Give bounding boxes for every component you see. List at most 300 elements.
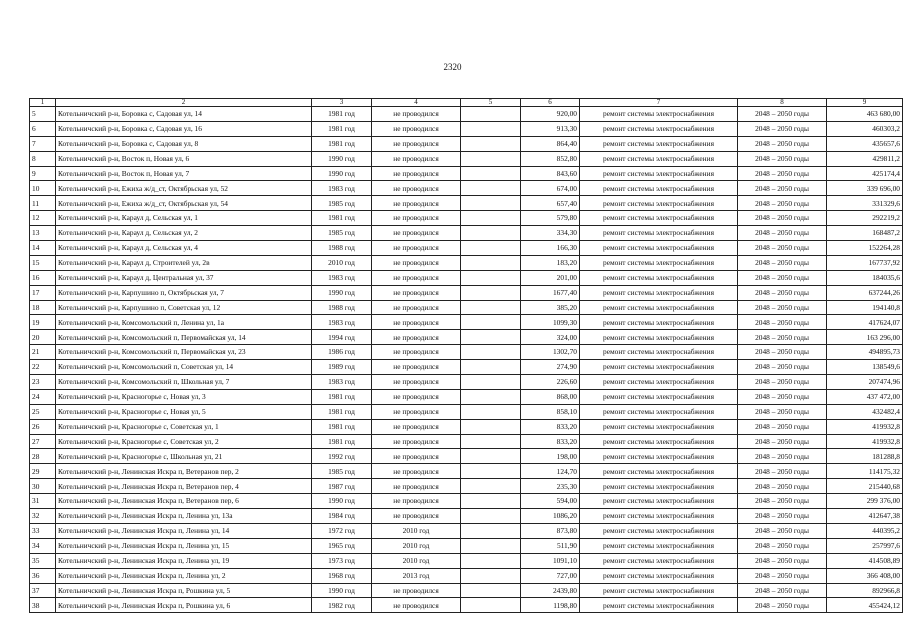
period-cell: 2048 – 2050 годы: [738, 151, 827, 166]
cost-cell: 215440,68: [827, 479, 903, 494]
work-type-cell: ремонт системы электроснабжения: [580, 345, 738, 360]
last-repair-cell: 2013 год: [372, 568, 461, 583]
column-number: 6: [521, 99, 580, 107]
build-year-cell: 1981 год: [312, 434, 372, 449]
empty-cell: [461, 345, 521, 360]
last-repair-cell: не проводился: [372, 360, 461, 375]
address-cell: Котельничский р-н, Комсомольский п, Первомайская ул, 23: [56, 345, 312, 360]
address-cell: Котельничский р-н, Карпушино п, Советская ул, 12: [56, 300, 312, 315]
area-cell: 594,00: [521, 494, 580, 509]
cost-cell: 494895,73: [827, 345, 903, 360]
area-cell: 1302,70: [521, 345, 580, 360]
build-year-cell: 1981 год: [312, 389, 372, 404]
column-number: 1: [30, 99, 56, 107]
table-row: [30, 196, 903, 211]
area-cell: 833,20: [521, 434, 580, 449]
table-row: [30, 375, 903, 390]
cost-cell: 299 376,00: [827, 494, 903, 509]
period-cell: 2048 – 2050 годы: [738, 285, 827, 300]
column-number: 4: [372, 99, 461, 107]
table-row: [30, 553, 903, 568]
area-cell: 1198,80: [521, 598, 580, 613]
work-type-cell: ремонт системы электроснабжения: [580, 360, 738, 375]
address-cell: Котельничский р-н, Красногорье с, Советская ул, 2: [56, 434, 312, 449]
build-year-cell: 1982 год: [312, 598, 372, 613]
build-year-cell: 1988 год: [312, 241, 372, 256]
table-row: [30, 181, 903, 196]
table-row: [30, 166, 903, 181]
cost-cell: 463 680,00: [827, 107, 903, 122]
last-repair-cell: не проводился: [372, 270, 461, 285]
period-cell: 2048 – 2050 годы: [738, 389, 827, 404]
build-year-cell: 1990 год: [312, 151, 372, 166]
last-repair-cell: не проводился: [372, 330, 461, 345]
empty-cell: [461, 583, 521, 598]
period-cell: 2048 – 2050 годы: [738, 375, 827, 390]
address-cell: Котельничский р-н, Восток п, Новая ул, 6: [56, 151, 312, 166]
work-type-cell: ремонт системы электроснабжения: [580, 449, 738, 464]
row-number-cell: 20: [30, 330, 56, 345]
area-cell: 226,60: [521, 375, 580, 390]
last-repair-cell: не проводился: [372, 181, 461, 196]
empty-cell: [461, 121, 521, 136]
last-repair-cell: не проводился: [372, 255, 461, 270]
row-number-cell: 25: [30, 404, 56, 419]
table-row: [30, 255, 903, 270]
last-repair-cell: не проводился: [372, 166, 461, 181]
address-cell: Котельничский р-н, Боровка с, Садовая ул, 16: [56, 121, 312, 136]
empty-cell: [461, 509, 521, 524]
empty-cell: [461, 151, 521, 166]
last-repair-cell: не проводился: [372, 464, 461, 479]
work-type-cell: ремонт системы электроснабжения: [580, 300, 738, 315]
table-row: [30, 360, 903, 375]
area-cell: 1091,10: [521, 553, 580, 568]
last-repair-cell: не проводился: [372, 583, 461, 598]
row-number-cell: 8: [30, 151, 56, 166]
period-cell: 2048 – 2050 годы: [738, 211, 827, 226]
row-number-cell: 22: [30, 360, 56, 375]
empty-cell: [461, 464, 521, 479]
work-type-cell: ремонт системы электроснабжения: [580, 375, 738, 390]
address-cell: Котельничский р-н, Ежиха ж/д_ст, Октябрьская ул, 52: [56, 181, 312, 196]
period-cell: 2048 – 2050 годы: [738, 255, 827, 270]
period-cell: 2048 – 2050 годы: [738, 538, 827, 553]
build-year-cell: 1990 год: [312, 166, 372, 181]
empty-cell: [461, 404, 521, 419]
work-type-cell: ремонт системы электроснабжения: [580, 211, 738, 226]
empty-cell: [461, 107, 521, 122]
table-row: [30, 241, 903, 256]
address-cell: Котельничский р-н, Ленинская Искра п, Ленина ул, 19: [56, 553, 312, 568]
period-cell: 2048 – 2050 годы: [738, 136, 827, 151]
period-cell: 2048 – 2050 годы: [738, 479, 827, 494]
work-type-cell: ремонт системы электроснабжения: [580, 389, 738, 404]
period-cell: 2048 – 2050 годы: [738, 568, 827, 583]
area-cell: 833,20: [521, 419, 580, 434]
build-year-cell: 1986 год: [312, 345, 372, 360]
table-row: [30, 345, 903, 360]
cost-cell: 138549,6: [827, 360, 903, 375]
cost-cell: 152264,28: [827, 241, 903, 256]
column-number: 3: [312, 99, 372, 107]
build-year-cell: 1983 год: [312, 315, 372, 330]
period-cell: 2048 – 2050 годы: [738, 300, 827, 315]
empty-cell: [461, 434, 521, 449]
area-cell: 843,60: [521, 166, 580, 181]
last-repair-cell: не проводился: [372, 107, 461, 122]
build-year-cell: 1988 год: [312, 300, 372, 315]
last-repair-cell: не проводился: [372, 494, 461, 509]
cost-cell: 429811,2: [827, 151, 903, 166]
work-type-cell: ремонт системы электроснабжения: [580, 568, 738, 583]
table-row: [30, 270, 903, 285]
table-row: [30, 315, 903, 330]
row-number-cell: 7: [30, 136, 56, 151]
area-cell: 1086,20: [521, 509, 580, 524]
build-year-cell: 1981 год: [312, 136, 372, 151]
period-cell: 2048 – 2050 годы: [738, 241, 827, 256]
table-row: [30, 389, 903, 404]
last-repair-cell: не проводился: [372, 345, 461, 360]
empty-cell: [461, 241, 521, 256]
empty-cell: [461, 181, 521, 196]
work-type-cell: ремонт системы электроснабжения: [580, 285, 738, 300]
build-year-cell: 1973 год: [312, 553, 372, 568]
cost-cell: 455424,12: [827, 598, 903, 613]
address-cell: Котельничский р-н, Караул д, Сельская ул, 2: [56, 226, 312, 241]
build-year-cell: 1981 год: [312, 404, 372, 419]
address-cell: Котельничский р-н, Ленинская Искра п, Ленина ул, 14: [56, 523, 312, 538]
work-type-cell: ремонт системы электроснабжения: [580, 121, 738, 136]
table-row: [30, 479, 903, 494]
table-row: [30, 121, 903, 136]
build-year-cell: 1985 год: [312, 464, 372, 479]
build-year-cell: 1994 год: [312, 330, 372, 345]
table-row: [30, 523, 903, 538]
area-cell: 920,00: [521, 107, 580, 122]
last-repair-cell: 2010 год: [372, 523, 461, 538]
empty-cell: [461, 523, 521, 538]
row-number-cell: 33: [30, 523, 56, 538]
address-cell: Котельничский р-н, Ленинская Искра п, Ветеранов пер, 4: [56, 479, 312, 494]
area-cell: 235,30: [521, 479, 580, 494]
empty-cell: [461, 553, 521, 568]
empty-cell: [461, 449, 521, 464]
last-repair-cell: 2010 год: [372, 553, 461, 568]
build-year-cell: 1981 год: [312, 211, 372, 226]
row-number-cell: 31: [30, 494, 56, 509]
column-number: 9: [827, 99, 903, 107]
row-number-cell: 15: [30, 255, 56, 270]
build-year-cell: 1992 год: [312, 449, 372, 464]
row-number-cell: 5: [30, 107, 56, 122]
empty-cell: [461, 479, 521, 494]
row-number-cell: 34: [30, 538, 56, 553]
row-number-cell: 35: [30, 553, 56, 568]
last-repair-cell: не проводился: [372, 404, 461, 419]
period-cell: 2048 – 2050 годы: [738, 509, 827, 524]
work-type-cell: ремонт системы электроснабжения: [580, 419, 738, 434]
work-type-cell: ремонт системы электроснабжения: [580, 181, 738, 196]
repair-schedule-table: [29, 98, 903, 613]
cost-cell: 331329,6: [827, 196, 903, 211]
cost-cell: 460303,2: [827, 121, 903, 136]
empty-cell: [461, 375, 521, 390]
period-cell: 2048 – 2050 годы: [738, 315, 827, 330]
address-cell: Котельничский р-н, Комсомольский п, Первомайская ул, 14: [56, 330, 312, 345]
last-repair-cell: не проводился: [372, 375, 461, 390]
address-cell: Котельничский р-н, Караул д, Сельская ул, 4: [56, 241, 312, 256]
last-repair-cell: не проводился: [372, 121, 461, 136]
row-number-cell: 6: [30, 121, 56, 136]
row-number-cell: 29: [30, 464, 56, 479]
address-cell: Котельничский р-н, Боровка с, Садовая ул, 8: [56, 136, 312, 151]
area-cell: 274,90: [521, 360, 580, 375]
build-year-cell: 1990 год: [312, 285, 372, 300]
period-cell: 2048 – 2050 годы: [738, 464, 827, 479]
address-cell: Котельничский р-н, Ленинская Искра п, Рошкина ул, 6: [56, 598, 312, 613]
empty-cell: [461, 419, 521, 434]
address-cell: Котельничский р-н, Карпушино п, Октябрьская ул, 7: [56, 285, 312, 300]
last-repair-cell: не проводился: [372, 479, 461, 494]
last-repair-cell: не проводился: [372, 449, 461, 464]
area-cell: 511,90: [521, 538, 580, 553]
address-cell: Котельничский р-н, Ленинская Искра п, Ветеранов пер, 2: [56, 464, 312, 479]
column-number: 2: [56, 99, 312, 107]
table-row: [30, 211, 903, 226]
row-number-cell: 37: [30, 583, 56, 598]
area-cell: 385,20: [521, 300, 580, 315]
area-cell: 166,30: [521, 241, 580, 256]
work-type-cell: ремонт системы электроснабжения: [580, 434, 738, 449]
column-number: 8: [738, 99, 827, 107]
period-cell: 2048 – 2050 годы: [738, 345, 827, 360]
area-cell: 864,40: [521, 136, 580, 151]
period-cell: 2048 – 2050 годы: [738, 107, 827, 122]
row-number-cell: 19: [30, 315, 56, 330]
work-type-cell: ремонт системы электроснабжения: [580, 523, 738, 538]
work-type-cell: ремонт системы электроснабжения: [580, 226, 738, 241]
work-type-cell: ремонт системы электроснабжения: [580, 151, 738, 166]
address-cell: Котельничский р-н, Ежиха ж/д_ст, Октябрьская ул, 54: [56, 196, 312, 211]
row-number-cell: 18: [30, 300, 56, 315]
area-cell: 201,00: [521, 270, 580, 285]
area-cell: 2439,80: [521, 583, 580, 598]
table-row: [30, 509, 903, 524]
row-number-cell: 32: [30, 509, 56, 524]
table-row: [30, 226, 903, 241]
row-number-cell: 16: [30, 270, 56, 285]
period-cell: 2048 – 2050 годы: [738, 583, 827, 598]
address-cell: Котельничский р-н, Ленинская Искра п, Ленина ул, 15: [56, 538, 312, 553]
build-year-cell: 1989 год: [312, 360, 372, 375]
area-cell: 124,70: [521, 464, 580, 479]
period-cell: 2048 – 2050 годы: [738, 270, 827, 285]
empty-cell: [461, 568, 521, 583]
address-cell: Котельничский р-н, Караул д, Центральная ул, 37: [56, 270, 312, 285]
column-number: 7: [580, 99, 738, 107]
build-year-cell: 1972 год: [312, 523, 372, 538]
address-cell: Котельничский р-н, Комсомольский п, Советская ул, 14: [56, 360, 312, 375]
build-year-cell: 1985 год: [312, 226, 372, 241]
build-year-cell: 1968 год: [312, 568, 372, 583]
cost-cell: 435657,6: [827, 136, 903, 151]
table-row: [30, 434, 903, 449]
cost-cell: 163 296,00: [827, 330, 903, 345]
work-type-cell: ремонт системы электроснабжения: [580, 479, 738, 494]
work-type-cell: ремонт системы электроснабжения: [580, 583, 738, 598]
area-cell: 852,80: [521, 151, 580, 166]
row-number-cell: 9: [30, 166, 56, 181]
table-row: [30, 449, 903, 464]
area-cell: 873,80: [521, 523, 580, 538]
cost-cell: 168487,2: [827, 226, 903, 241]
cost-cell: 184035,6: [827, 270, 903, 285]
cost-cell: 257997,6: [827, 538, 903, 553]
area-cell: 1677,40: [521, 285, 580, 300]
address-cell: Котельничский р-н, Караул д, Строителей ул, 2в: [56, 255, 312, 270]
cost-cell: 425174,4: [827, 166, 903, 181]
period-cell: 2048 – 2050 годы: [738, 449, 827, 464]
row-number-cell: 21: [30, 345, 56, 360]
last-repair-cell: не проводился: [372, 434, 461, 449]
empty-cell: [461, 226, 521, 241]
column-number-row: [30, 99, 903, 107]
address-cell: Котельничский р-н, Красногорье с, Школьная ул, 21: [56, 449, 312, 464]
last-repair-cell: не проводился: [372, 389, 461, 404]
last-repair-cell: не проводился: [372, 151, 461, 166]
work-type-cell: ремонт системы электроснабжения: [580, 241, 738, 256]
row-number-cell: 13: [30, 226, 56, 241]
area-cell: 913,30: [521, 121, 580, 136]
work-type-cell: ремонт системы электроснабжения: [580, 404, 738, 419]
address-cell: Котельничский р-н, Комсомольский п, Ленина ул, 1а: [56, 315, 312, 330]
empty-cell: [461, 315, 521, 330]
build-year-cell: 1981 год: [312, 419, 372, 434]
address-cell: Котельничский р-н, Комсомольский п, Школьная ул, 7: [56, 375, 312, 390]
cost-cell: 114175,32: [827, 464, 903, 479]
work-type-cell: ремонт системы электроснабжения: [580, 136, 738, 151]
empty-cell: [461, 285, 521, 300]
build-year-cell: 1983 год: [312, 375, 372, 390]
build-year-cell: 2010 год: [312, 255, 372, 270]
address-cell: Котельничский р-н, Ленинская Искра п, Ленина ул, 13а: [56, 509, 312, 524]
empty-cell: [461, 270, 521, 285]
cost-cell: 412647,38: [827, 509, 903, 524]
address-cell: Котельничский р-н, Восток п, Новая ул, 7: [56, 166, 312, 181]
area-cell: 324,00: [521, 330, 580, 345]
empty-cell: [461, 330, 521, 345]
cost-cell: 339 696,00: [827, 181, 903, 196]
row-number-cell: 26: [30, 419, 56, 434]
period-cell: 2048 – 2050 годы: [738, 360, 827, 375]
period-cell: 2048 – 2050 годы: [738, 404, 827, 419]
empty-cell: [461, 389, 521, 404]
empty-cell: [461, 538, 521, 553]
row-number-cell: 28: [30, 449, 56, 464]
table-row: [30, 583, 903, 598]
row-number-cell: 30: [30, 479, 56, 494]
period-cell: 2048 – 2050 годы: [738, 181, 827, 196]
last-repair-cell: не проводился: [372, 315, 461, 330]
empty-cell: [461, 211, 521, 226]
table-row: [30, 136, 903, 151]
area-cell: 183,20: [521, 255, 580, 270]
address-cell: Котельничский р-н, Ленинская Искра п, Ветеранов пер, 6: [56, 494, 312, 509]
row-number-cell: 36: [30, 568, 56, 583]
cost-cell: 432482,4: [827, 404, 903, 419]
last-repair-cell: 2010 год: [372, 538, 461, 553]
cost-cell: 417624,07: [827, 315, 903, 330]
cost-cell: 167737,92: [827, 255, 903, 270]
build-year-cell: 1965 год: [312, 538, 372, 553]
area-cell: 858,10: [521, 404, 580, 419]
period-cell: 2048 – 2050 годы: [738, 121, 827, 136]
area-cell: 1099,30: [521, 315, 580, 330]
period-cell: 2048 – 2050 годы: [738, 434, 827, 449]
work-type-cell: ремонт системы электроснабжения: [580, 598, 738, 613]
build-year-cell: 1981 год: [312, 121, 372, 136]
table-row: [30, 285, 903, 300]
build-year-cell: 1981 год: [312, 107, 372, 122]
work-type-cell: ремонт системы электроснабжения: [580, 315, 738, 330]
build-year-cell: 1987 год: [312, 479, 372, 494]
period-cell: 2048 – 2050 годы: [738, 419, 827, 434]
row-number-cell: 23: [30, 375, 56, 390]
cost-cell: 194140,8: [827, 300, 903, 315]
empty-cell: [461, 494, 521, 509]
cost-cell: 437 472,00: [827, 389, 903, 404]
build-year-cell: 1983 год: [312, 181, 372, 196]
cost-cell: 292219,2: [827, 211, 903, 226]
address-cell: Котельничский р-н, Красногорье с, Новая ул, 5: [56, 404, 312, 419]
period-cell: 2048 – 2050 годы: [738, 196, 827, 211]
period-cell: 2048 – 2050 годы: [738, 166, 827, 181]
period-cell: 2048 – 2050 годы: [738, 598, 827, 613]
row-number-cell: 12: [30, 211, 56, 226]
build-year-cell: 1990 год: [312, 494, 372, 509]
build-year-cell: 1984 год: [312, 509, 372, 524]
period-cell: 2048 – 2050 годы: [738, 553, 827, 568]
cost-cell: 207474,96: [827, 375, 903, 390]
area-cell: 198,00: [521, 449, 580, 464]
cost-cell: 637244,26: [827, 285, 903, 300]
address-cell: Котельничский р-н, Красногорье с, Советская ул, 1: [56, 419, 312, 434]
table-row: [30, 330, 903, 345]
area-cell: 657,40: [521, 196, 580, 211]
last-repair-cell: не проводился: [372, 136, 461, 151]
cost-cell: 419932,8: [827, 434, 903, 449]
table-row: [30, 107, 903, 122]
empty-cell: [461, 196, 521, 211]
table-row: [30, 538, 903, 553]
table-row: [30, 598, 903, 613]
period-cell: 2048 – 2050 годы: [738, 494, 827, 509]
table-row: [30, 464, 903, 479]
area-cell: 674,00: [521, 181, 580, 196]
address-cell: Котельничский р-н, Караул д, Сельская ул, 1: [56, 211, 312, 226]
row-number-cell: 11: [30, 196, 56, 211]
row-number-cell: 17: [30, 285, 56, 300]
work-type-cell: ремонт системы электроснабжения: [580, 166, 738, 181]
last-repair-cell: не проводился: [372, 241, 461, 256]
work-type-cell: ремонт системы электроснабжения: [580, 494, 738, 509]
address-cell: Котельничский р-н, Боровка с, Садовая ул, 14: [56, 107, 312, 122]
page-number: 2320: [443, 62, 462, 72]
column-number: 5: [461, 99, 521, 107]
cost-cell: 440395,2: [827, 523, 903, 538]
